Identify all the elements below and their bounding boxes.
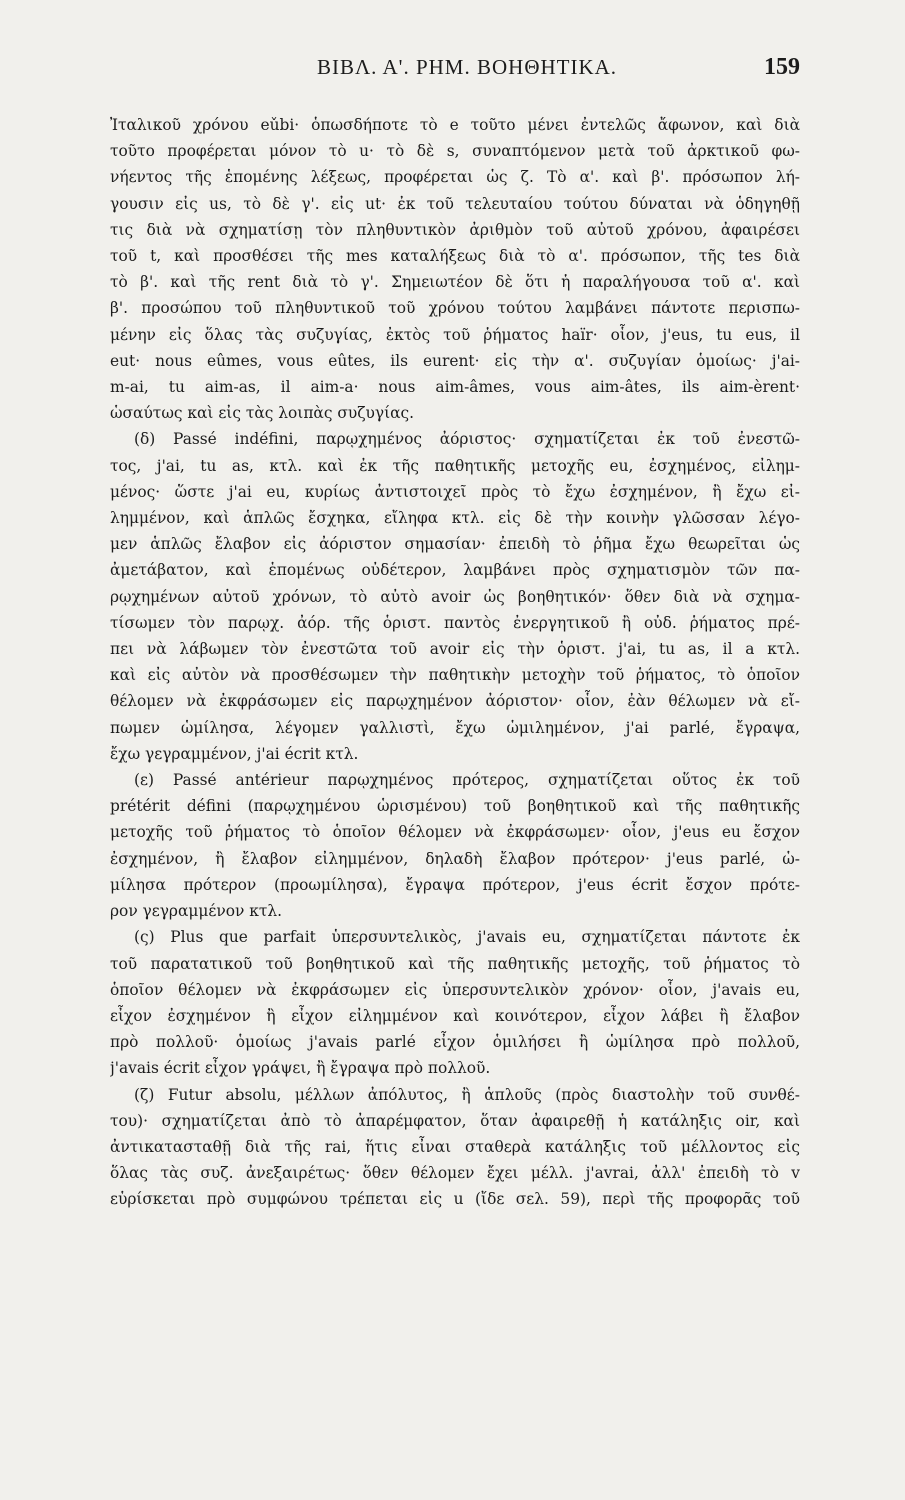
text-line: ἀμετάβατον, καὶ ἑπομένως οὐδέτερον, λαμβάνει πρὸς σχηματισμὸν τῶν πα- (110, 561, 800, 580)
text-line: μένην εἰς ὅλας τὰς συζυγίας, ἐκτὸς τοῦ ῥήματος haïr· οἷον, j'eus, tu eus, il (110, 325, 800, 344)
text-line: τὸ β'. καὶ τῆς rent διὰ τὸ γ'. Σημειωτέον δὲ ὅτι ἡ παραλήγουσα τοῦ α'. καὶ (110, 273, 800, 292)
paragraph-s-start: (ς) Plus que parfait ὑπερσυντελικὸς, j'avais eu, σχηματίζεται πάντοτε ἐκ (134, 928, 800, 947)
paragraph-z-start: (ζ) Futur absolu, μέλλων ἀπόλυτος, ἢ ἁπλοῦς (πρὸς διαστολὴν τοῦ συνθέ- (134, 1085, 800, 1104)
text-line: μεν ἁπλῶς ἔλαβον εἰς ἀόριστον σημασίαν· ἐπειδὴ τὸ ῥῆμα ἔχω θεωρεῖται ὡς (110, 535, 800, 554)
text-line: β'. προσώπου τοῦ πληθυντικοῦ τοῦ χρόνου τούτου λαμβάνει πάντοτε περισπω- (110, 299, 800, 318)
text-line: prétérit défini (παρῳχημένου ὡρισμένου) τοῦ βοηθητικοῦ καὶ τῆς παθητικῆς (110, 797, 800, 816)
text-line: θέλομεν νὰ ἐκφράσωμεν εἰς παρῳχημένον ἀόριστον· οἷον, ἐὰν θέλωμεν νὰ εἴ- (110, 692, 800, 711)
body-text (110, 112, 800, 1213)
text-line: τοῦ t, καὶ προσθέσει τῆς mes καταλήξεως διὰ τὸ α'. πρόσωπον, τῆς tes διὰ (110, 247, 800, 266)
text-line: ὡσαύτως καὶ εἰς τὰς λοιπὰς συζυγίας. (110, 404, 415, 423)
text-line: ρον γεγραμμένον κτλ. (110, 902, 283, 921)
text-line: ὁποῖον θέλομεν νὰ ἐκφράσωμεν εἰς ὑπερσυντελικὸν χρόνον· οἷον, j'avais eu, (110, 980, 800, 999)
page-header (110, 54, 800, 94)
text-line: τίσωμεν τὸν παρῳχ. ἀόρ. τῆς ὁριστ. παντὸς ἐνεργητικοῦ ἢ οὐδ. ῥήματος πρέ- (110, 613, 800, 632)
running-title: ΒΙΒΛ. Α'. ΡΗΜ. ΒΟΗΘΗΤΙΚΑ. (316, 55, 618, 79)
text-line: εὑρίσκεται πρὸ συμφώνου τρέπεται εἰς u (ἴδε σελ. 59), περὶ τῆς προφορᾶς τοῦ (110, 1190, 800, 1209)
text-line: νήεντος τῆς ἑπομένης λέξεως, προφέρεται ὡς ζ. Τὸ α'. καὶ β'. πρόσωπον λή- (110, 168, 800, 187)
text-line: μίλησα πρότερον (προωμίλησα), ἔγραψα πρότερον, j'eus écrit ἔσχον πρότε- (110, 875, 800, 894)
text-line: γουσιν εἰς us, τὸ δὲ γ'. εἰς ut· ἐκ τοῦ τελευταίου τούτου δύναται νὰ ὁδηγηθῇ (110, 194, 800, 213)
text-line: πρὸ πολλοῦ· ὁμοίως j'avais parlé εἶχον ὁμιλήσει ἢ ὡμίλησα πρὸ πολλοῦ, (110, 1033, 800, 1052)
text-line: πωμεν ὡμίλησα, λέγομεν γαλλιστὶ, ἔχω ὡμιλημένον, j'ai parlé, ἔγραψα, (110, 718, 800, 737)
text-line: ἔχω γεγραμμένον, j'ai écrit κτλ. (110, 744, 359, 763)
text-line: j'avais écrit εἶχον γράψει, ἢ ἔγραψα πρὸ πολλοῦ. (110, 1059, 491, 1078)
text-line: ρῳχημένων αὐτοῦ χρόνων, τὸ αὐτὸ avoir ὡς βοηθητικόν· ὅθεν διὰ νὰ σχημα- (110, 587, 800, 606)
text-line: πει νὰ λάβωμεν τὸν ἐνεστῶτα τοῦ avoir εἰς τὴν ὁριστ. j'ai, tu as, il a κτλ. (110, 640, 800, 659)
text-line: του)· σχηματίζεται ἀπὸ τὸ ἀπαρέμφατον, ὅταν ἀφαιρεθῇ ἡ κατάληξις oir, καὶ (110, 1111, 800, 1130)
text-line: τος, j'ai, tu as, κτλ. καὶ ἐκ τῆς παθητικῆς μετοχῆς eu, ἐσχημένος, εἰλημ- (110, 456, 800, 475)
text-line: καὶ εἰς αὐτὸν νὰ προσθέσωμεν τὴν παθητικὴν μετοχὴν τοῦ ῥήματος, τὸ ὁποῖον (110, 666, 800, 685)
text-line: ἀντικατασταθῇ διὰ τῆς rai, ἥτις εἶναι σταθερὰ κατάληξις τοῦ μέλλοντος εἰς (110, 1137, 800, 1156)
paragraph-e-start: (ε) Passé antérieur παρῳχημένος πρότερος, σχηματίζεται οὕτος ἐκ τοῦ (134, 771, 800, 790)
text-line: Ἰταλικοῦ χρόνου eǔbi· ὁπωσδήποτε τὸ e τοῦτο μένει ἐντελῶς ἄφωνον, καὶ διὰ (110, 116, 800, 134)
text-line: εἶχον ἐσχημένον ἢ εἶχον εἰλημμένον καὶ κοινότερον, εἶχον λάβει ἢ ἔλαβον (110, 1006, 800, 1025)
text-line: eut· nous eûmes, vous eûtes, ils eurent· εἰς τὴν α'. συζυγίαν ὁμοίως· j'ai- (110, 351, 800, 370)
text-line: μένος· ὥστε j'ai eu, κυρίως ἀντιστοιχεῖ πρὸς τὸ ἔχω ἐσχημένον, ἢ ἔχω εἰ- (110, 482, 800, 501)
text-line: τις διὰ νὰ σχηματίσῃ τὸν πληθυντικὸν ἀριθμὸν τοῦ αὐτοῦ χρόνου, ἀφαιρέσει (110, 220, 800, 239)
paragraph-d-start: (δ) Passé indéfini, παρῳχημένος ἀόριστος· σχηματίζεται ἐκ τοῦ ἐνεστῶ- (134, 430, 800, 449)
text-line: m-ai, tu aim-as, il aim-a· nous aim-âmes, vous aim-âtes, ils aim-èrent· (110, 378, 800, 397)
text-line: τοῦτο προφέρεται μόνον τὸ u· τὸ δὲ s, συναπτόμενον μετὰ τοῦ ἀρκτικοῦ φω- (110, 142, 800, 161)
text-line: ἐσχημένον, ἢ ἔλαβον εἰλημμένον, δηλαδὴ ἔλαβον πρότερον· j'eus parlé, ὡ- (110, 849, 800, 868)
text-line: τοῦ παρατατικοῦ τοῦ βοηθητικοῦ καὶ τῆς παθητικῆς μετοχῆς, τοῦ ῥήματος τὸ (110, 954, 800, 973)
text-line: ὅλας τὰς συζ. ἀνεξαιρέτως· ὅθεν θέλομεν ἔχει μέλλ. j'avrai, ἀλλ' ἐπειδὴ τὸ v (110, 1164, 800, 1183)
page-number: 159 (764, 54, 800, 80)
text-line: λημμένον, καὶ ἁπλῶς ἔσχηκα, εἴληφα κτλ. εἰς δὲ τὴν κοινὴν γλῶσσαν λέγο- (110, 509, 800, 528)
text-line: μετοχῆς τοῦ ῥήματος τὸ ὁποῖον θέλομεν νὰ ἐκφράσωμεν· οἷον, j'eus eu ἔσχον (110, 823, 800, 842)
